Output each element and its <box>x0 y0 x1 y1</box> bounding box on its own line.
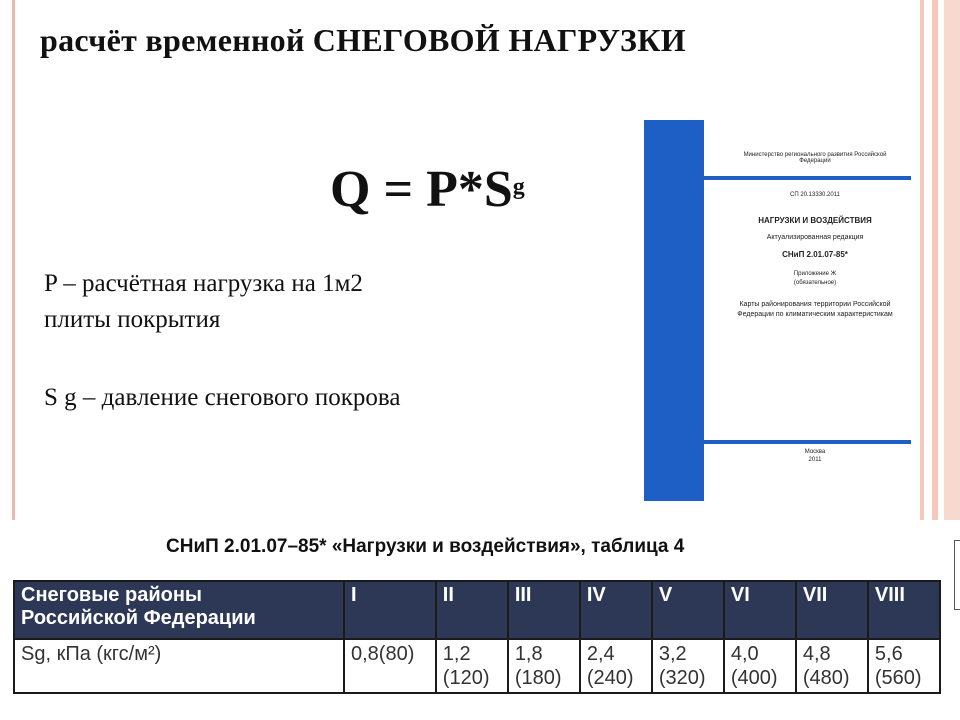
header-region-1: I <box>344 581 436 639</box>
snow-load-table <box>13 580 941 694</box>
value-kgs: (400) <box>730 667 778 689</box>
value-kpa: 4,8 <box>802 643 831 665</box>
book-spine-stripe <box>644 120 704 501</box>
value-kgs: (180) <box>514 667 562 689</box>
book-year: 2011 <box>808 457 822 463</box>
book-city: Москва <box>804 449 826 455</box>
header-region-7: VII <box>796 581 868 639</box>
slide-title <box>40 22 686 59</box>
value-kpa: 5,6 <box>874 643 903 665</box>
header-region-8: VIII <box>868 581 940 639</box>
row-label-sg: Sg, кПа (кгс/м²) <box>14 639 344 693</box>
value-kgs: (480) <box>802 667 850 689</box>
book-bottom-band <box>704 440 911 444</box>
value-kpa: 1,8 <box>514 643 543 665</box>
book-snip: СНиП 2.01.07-85* <box>782 250 848 259</box>
value-cell <box>344 639 436 693</box>
header-region-label <box>14 581 344 639</box>
book-ministry: Министерство регионального развития Российской Федерации <box>743 152 887 164</box>
book-imprint <box>729 448 901 464</box>
table-row <box>14 639 940 693</box>
book-top-band <box>704 176 911 180</box>
value-kgs: (240) <box>586 667 634 689</box>
value-cell <box>796 639 868 693</box>
value-cell <box>580 639 652 693</box>
header-region-2: II <box>436 581 508 639</box>
right-decorative-border <box>920 0 924 520</box>
book-code: СП 20.13330.2011 <box>790 192 840 198</box>
value-kpa: 4,0 <box>730 643 759 665</box>
header-region-label-line2: Российской Федерации <box>21 607 256 629</box>
book-appendix <box>729 270 901 288</box>
value-kpa: 2,4 <box>586 643 615 665</box>
book-name: НАГРУЗКИ И ВОЗДЕЙСТВИЯ <box>758 216 872 225</box>
value-cell <box>436 639 508 693</box>
value-kpa: 1,2 <box>442 643 471 665</box>
value-cell <box>724 639 796 693</box>
definition-p-line1: P – расчётная нагрузка на 1м2 <box>44 270 363 297</box>
value-kgs: (320) <box>658 667 706 689</box>
value-cell <box>508 639 580 693</box>
title-part-upper: СНЕГОВОЙ НАГРУЗКИ <box>312 22 686 58</box>
header-region-label-line1: Снеговые районы <box>21 584 202 606</box>
header-region-4: IV <box>580 581 652 639</box>
book-appendix-note: (обязательное) <box>793 280 837 286</box>
book-appendix-title: Приложение Ж <box>793 271 837 277</box>
value-kpa: 0,8(80) <box>351 643 415 665</box>
left-decorative-rule <box>12 0 15 520</box>
value-kgs: (120) <box>442 667 490 689</box>
right-decorative-border <box>944 0 960 520</box>
side-bracket-mark <box>954 540 960 610</box>
book-edition: Актуализированная редакция <box>766 234 864 241</box>
header-region-5: V <box>652 581 724 639</box>
table-caption: СНиП 2.01.07–85* «Нагрузки и воздействия», таблица 4 <box>166 536 685 557</box>
definition-p-line2: плиты покрытия <box>44 306 221 333</box>
table-header-row <box>14 581 940 639</box>
definition-sg: S g – давление снегового покрова <box>44 384 401 411</box>
value-cell <box>652 639 724 693</box>
value-kpa: 3,2 <box>658 643 687 665</box>
formula-main: Q = P*S <box>330 161 513 218</box>
value-cell <box>868 639 940 693</box>
header-region-3: III <box>508 581 580 639</box>
formula <box>330 160 525 219</box>
title-part-lower: расчёт временной <box>40 22 305 58</box>
book-cover-image <box>644 120 911 501</box>
formula-subscript: g <box>512 174 525 200</box>
book-maps-title: Карты районирования территории Российской Федерации по климатическим характеристикам <box>737 301 893 318</box>
header-region-6: VI <box>724 581 796 639</box>
definition-p <box>44 266 363 338</box>
value-kgs: (560) <box>874 667 922 689</box>
right-decorative-border <box>932 0 938 520</box>
